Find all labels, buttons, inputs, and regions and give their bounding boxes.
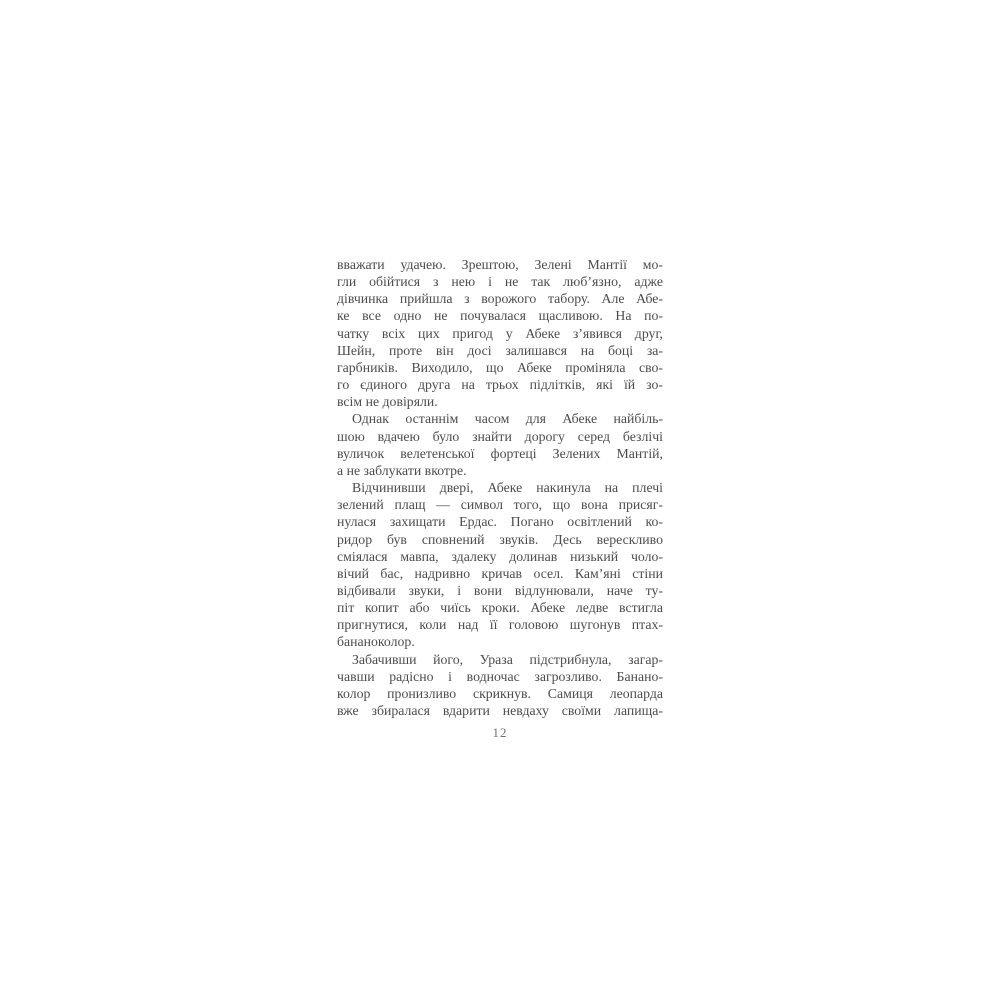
text-line: Забачивши його, Ураза підстрибнула, загар- [352,651,663,667]
text-line: гарбників. Виходило, що Абеке проміняла сво- [337,359,663,375]
body-text [337,256,663,719]
text-line: Однак останнім часом для Абеке найбіль- [352,411,663,427]
text-line: вже збиралася вдарити невдаху своїми лапища- [337,703,663,719]
text-line: чатку всіх цих пригод у Абеке з’явився друг, [337,325,663,341]
text-line: нулася захищати Ердас. Погано освітлений ко- [337,514,663,530]
text-line: ке все одно не почувалася щасливою. На по- [337,308,663,324]
text-line: ридор був сповнений звуків. Десь верескливо [337,531,663,547]
paragraph [337,479,663,651]
text-line: го єдиного друга на трьох підлітків, які їй зо- [337,377,663,393]
paragraph [337,651,663,720]
text-line: гли обійтися з нею і не так люб’язно, адже [337,274,663,290]
text-line: вважати удачею. Зрештою, Зелені Мантії мо- [337,257,663,272]
text-line: всім не довіряли. [337,394,438,410]
text-line: відбивали звуки, і вони відлунювали, наче ту- [337,582,663,598]
text-line: шою вдачею було знайти дорогу серед безлічі [337,428,663,444]
text-line: а не заблукати вкотре. [337,462,467,478]
text-line: колор пронизливо скрикнув. Самиця леопарда [337,685,663,701]
text-line: піт копит або чиїсь кроки. Абеке ледве встигла [337,600,663,616]
paragraph [337,410,663,479]
text-line: вічий бас, надривно кричав осел. Кам’яні стіни [337,565,663,581]
text-line: Шейн, проте він досі залишався на боці за- [337,342,663,358]
text-line: дівчинка прийшла з ворожого табору. Але Абе- [337,291,663,307]
text-line: чавши радісно і водночас загрозливо. Банано- [337,668,663,684]
text-line: пригнутися, коли над її головою шугонув птах- [337,617,663,633]
text-line: зелений плащ — символ того, що вона присяг- [337,497,663,513]
page-number: 12 [492,725,508,740]
text-line: Відчинивши двері, Абеке накинула на плечі [352,480,663,496]
paragraph [337,256,663,410]
text-line: бананоколор. [337,634,415,650]
text-line: сміялася мавпа, здалеку долинав низький чоло- [337,548,663,564]
text-line: вуличок велетенської фортеці Зелених Мантій, [337,445,663,461]
